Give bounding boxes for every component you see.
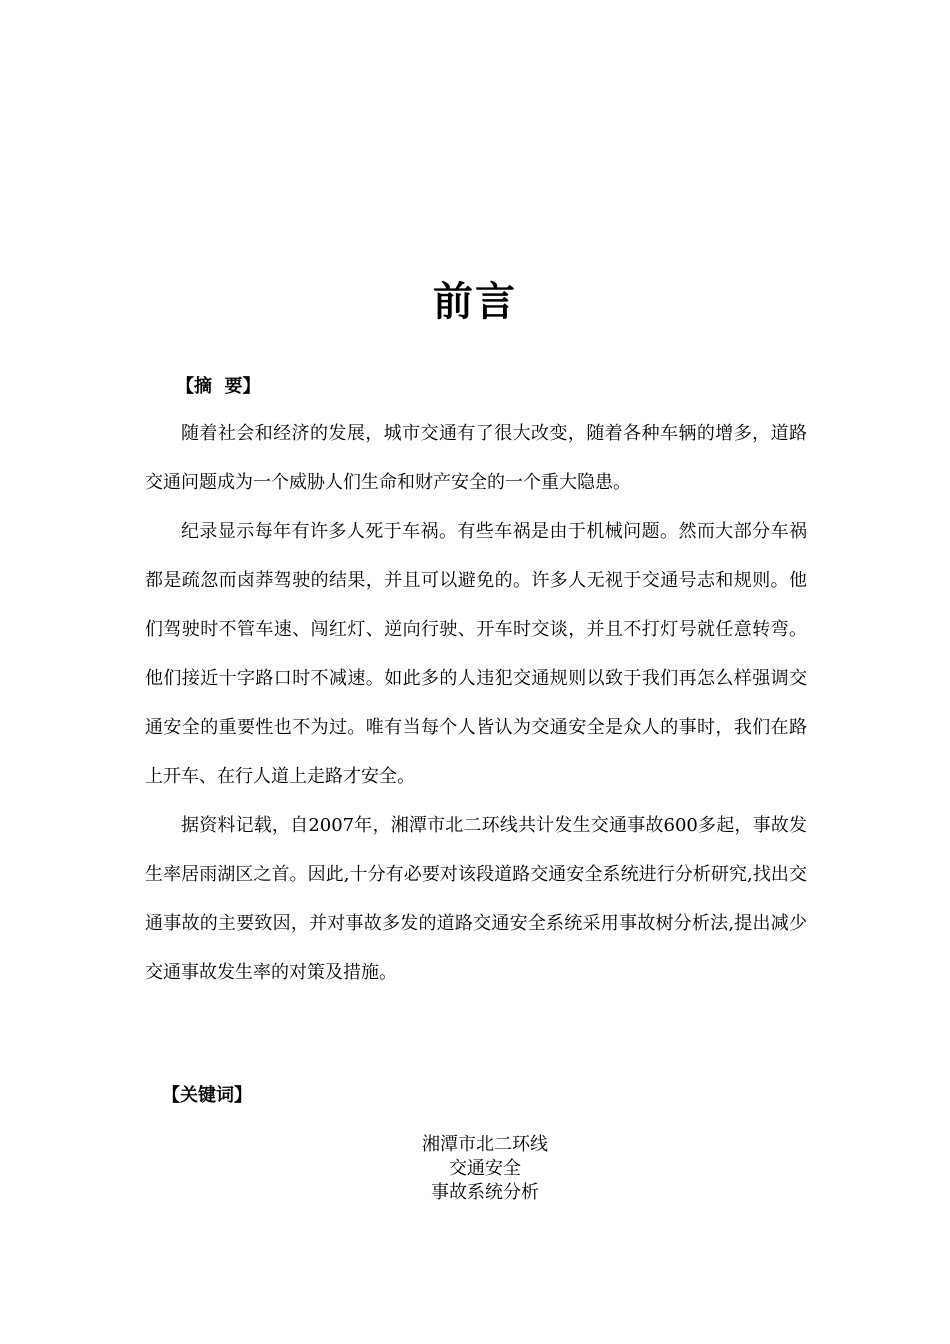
keyword-item: 湘潭市北二环线 — [422, 1134, 548, 1155]
keyword-list — [0, 1133, 950, 1205]
keyword-item: 交通安全 — [449, 1158, 521, 1179]
keyword-item: 事故系统分析 — [431, 1182, 539, 1203]
abstract-paragraph: 纪录显示每年有许多人死于车祸。有些车祸是由于机械问题。然而大部分车祸都是疏忽而卤莽驾驶的结果，并且可以避免的。许多人无视于交通号志和规则。他们驾驶时不管车速、闯红灯、逆向行驶、开车时交谈，并且不打灯号就任意转弯。他们接近十字路口时不减速。如此多的人违犯交通规则以致于我们再怎么样强调交通安全的重要性也不为过。唯有当每个人皆认为交通安全是众人的事时，我们在路上开车、在行人道上走路才安全。 — [145, 521, 807, 787]
abstract-heading: 【摘 要】 — [176, 376, 261, 397]
abstract-paragraph: 随着社会和经济的发展，城市交通有了很大改变，随着各种车辆的增多，道路交通问题成为一个威胁人们生命和财产安全的一个重大隐患。 — [145, 423, 807, 493]
abstract-body — [145, 409, 807, 997]
abstract-paragraph: 据资料记载，自2007年，湘潭市北二环线共计发生交通事故600多起，事故发生率居雨湖区之首。因此,十分有必要对该段道路交通安全系统进行分析研究,找出交通事故的主要致因，并对事故多发的道路交通安全系统采用事故树分析法,提出减少交通事故发生率的对策及措施。 — [145, 815, 807, 983]
keywords-heading: 【关键词】 — [162, 1085, 252, 1106]
page-title: 前言 — [433, 278, 517, 325]
